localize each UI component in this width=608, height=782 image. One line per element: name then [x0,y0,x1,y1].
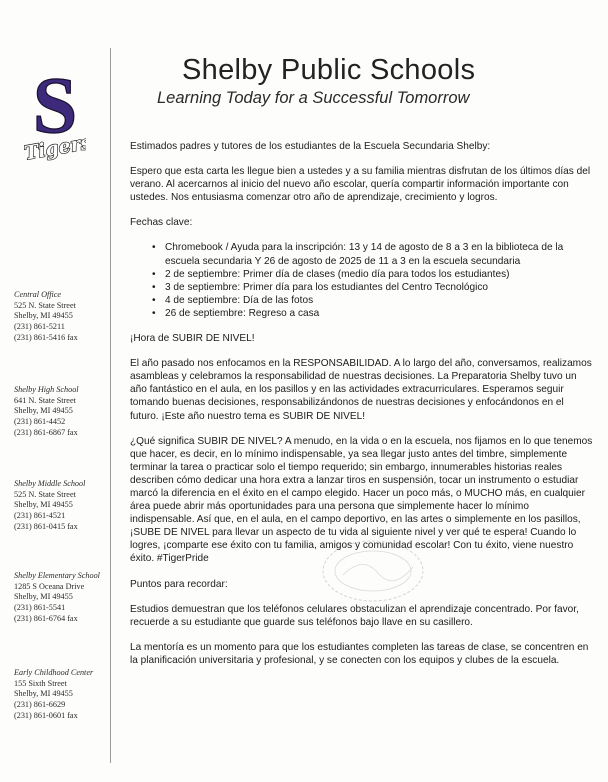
reminders-heading: Puntos para recordar: [130,578,228,590]
logo-word: Tigers [24,131,86,162]
office-street: 525 N. State Street [14,489,76,499]
responsibility-paragraph: El año pasado nos enfocamos en la RESPONSABILIDAD. A lo largo del año, conversamos, realizamos asambleas y celebramos la responsabilidad de nuestras decisiones. La Preparatoria Shelby tuvo un año fantástico en el aula, en los pasillos y en las actividades extracurriculares. Esperamos seguir tomando buenas decisiones, responsabilizándonos de nuestras decisiones y enfocándonos en el futuro. ¡Este año nuestro tema es SUBIR DE NIVEL! [130,358,592,422]
office-name: Central Office [14,290,62,299]
office-central [14,290,106,344]
office-phone: (231) 861-5541 [14,603,66,613]
bullet-icon: • [152,268,156,280]
office-street: 155 Sixth Street [14,678,67,688]
office-early-childhood [14,668,106,722]
office-phone: (231) 861-6629 [14,700,66,710]
list-item [152,268,595,281]
logo-letter: S [32,70,78,150]
key-dates-list [130,241,595,320]
bullet-icon: • [152,307,156,319]
office-name: Shelby Middle School [14,479,86,488]
list-item-text: 4 de septiembre: Día de las fotos [165,294,314,306]
office-street: 641 N. State Street [14,395,76,405]
office-phone: (231) 861-4521 [14,511,66,521]
list-item [152,241,595,267]
bullet-icon: • [152,281,156,293]
bullet-icon: • [152,294,156,306]
office-fax: (231) 861-0601 fax [14,710,78,720]
reminder-phones: Estudios demuestran que los teléfonos celulares obstaculizan el aprendizaje concentrado. Por favor, recuerde a su estudiante que guarde sus teléfonos bajo llave en su casillero. [130,603,579,628]
office-street: 525 N. State Street [14,300,76,310]
office-fax: (231) 861-5416 fax [14,332,78,342]
office-name: Shelby Elementary School [14,571,100,580]
office-name: Early Childhood Center [14,668,94,677]
office-city: Shelby, MI 49455 [14,689,73,699]
office-phone: (231) 861-5211 [14,322,65,332]
bullet-icon: • [152,242,156,254]
office-city: Shelby, MI 49455 [14,311,73,321]
office-fax: (231) 861-6764 fax [14,613,78,623]
office-street: 1285 S Oceana Drive [14,581,85,591]
level-up-meaning-paragraph: ¿Qué significa SUBIR DE NIVEL? A menudo, en la vida o en la escuela, nos fijamos en lo que tenemos que hacer, es decir, en lo mínimo indispensable, ya sea llegar justo antes del timbre, simplemente terminar la tarea o practicar solo el tiempo requerido; sin embargo, innumerables historias reales describen cómo dedicar una hora extra a lanzar tiros en suspensión, tocar un instrumento o estudiar marcó la diferencia en el éxito en el campo elegido. Hacer un poco más, o MUCHO más, en cualquier área puede abrir más oportunidades para una persona que simplemente hacer lo mínimo indispensable. Así que, en el aula, en el campo deportivo, en las artes o simplemente en los pasillos, ¡SUBE DE NIVEL para llevar un aspecto de tu vida al siguiente nivel y ver qué te espera! Cuando lo logres, ¡comparte ese éxito con tu familia, amigos y comunidad escolar! Con tu éxito, viene nuestro éxito. #TigerPride [130,435,593,565]
office-city: Shelby, MI 49455 [14,500,73,510]
tigers-s-logo-icon [24,70,86,162]
page-title: Shelby Public Schools [182,54,476,86]
letter-intro: Espero que esta carta les llegue bien a ustedes y a su familia mientras disfrutan de los últimos días del verano. Al acercarnos al inicio del nuevo año escolar, quería compartir información importante con ustedes. Nos entusiasma comenzar otro año de aprendizaje, crecimiento y logros. [130,166,591,204]
office-phone: (231) 861-4452 [14,417,66,427]
watermark-stamp-icon [318,535,428,607]
office-city: Shelby, MI 49455 [14,592,73,602]
office-elementary-school [14,571,106,625]
list-item-text: Chromebook / Ayuda para la inscripción: 13 y 14 de agosto de 8 a 3 en la biblioteca de la escuela secundaria Y 26 de agosto de 2025 de 11 a 3 en la escuela secundaria [165,242,564,267]
office-middle-school [14,479,106,533]
key-dates-heading: Fechas clave: [130,217,193,229]
list-item-text: 2 de septiembre: Primer día de clases (medio día para todos los estudiantes) [165,268,510,280]
sidebar-divider [110,48,111,763]
reminder-mentoring: La mentoría es un momento para que los estudiantes completen las tareas de clase, se concentren en la planificación universitaria y profesional, y se conecten con los equipos y clubes de la escuela. [130,641,589,666]
office-name: Shelby High School [14,385,79,394]
list-item [152,294,595,307]
level-up-heading: ¡Hora de SUBIR DE NIVEL! [130,333,255,345]
office-fax: (231) 861-0415 fax [14,521,78,531]
office-city: Shelby, MI 49455 [14,406,73,416]
office-high-school [14,385,106,439]
list-item [152,307,595,320]
list-item [152,281,595,294]
office-fax: (231) 861-6867 fax [14,427,78,437]
list-item-text: 3 de septiembre: Primer día para los estudiantes del Centro Tecnológico [165,281,488,293]
school-logo [24,70,86,162]
page-tagline: Learning Today for a Successful Tomorrow [157,89,470,107]
letter-greeting: Estimados padres y tutores de los estudiantes de la Escuela Secundaria Shelby: [130,141,491,152]
list-item-text: 26 de septiembre: Regreso a casa [165,307,320,319]
